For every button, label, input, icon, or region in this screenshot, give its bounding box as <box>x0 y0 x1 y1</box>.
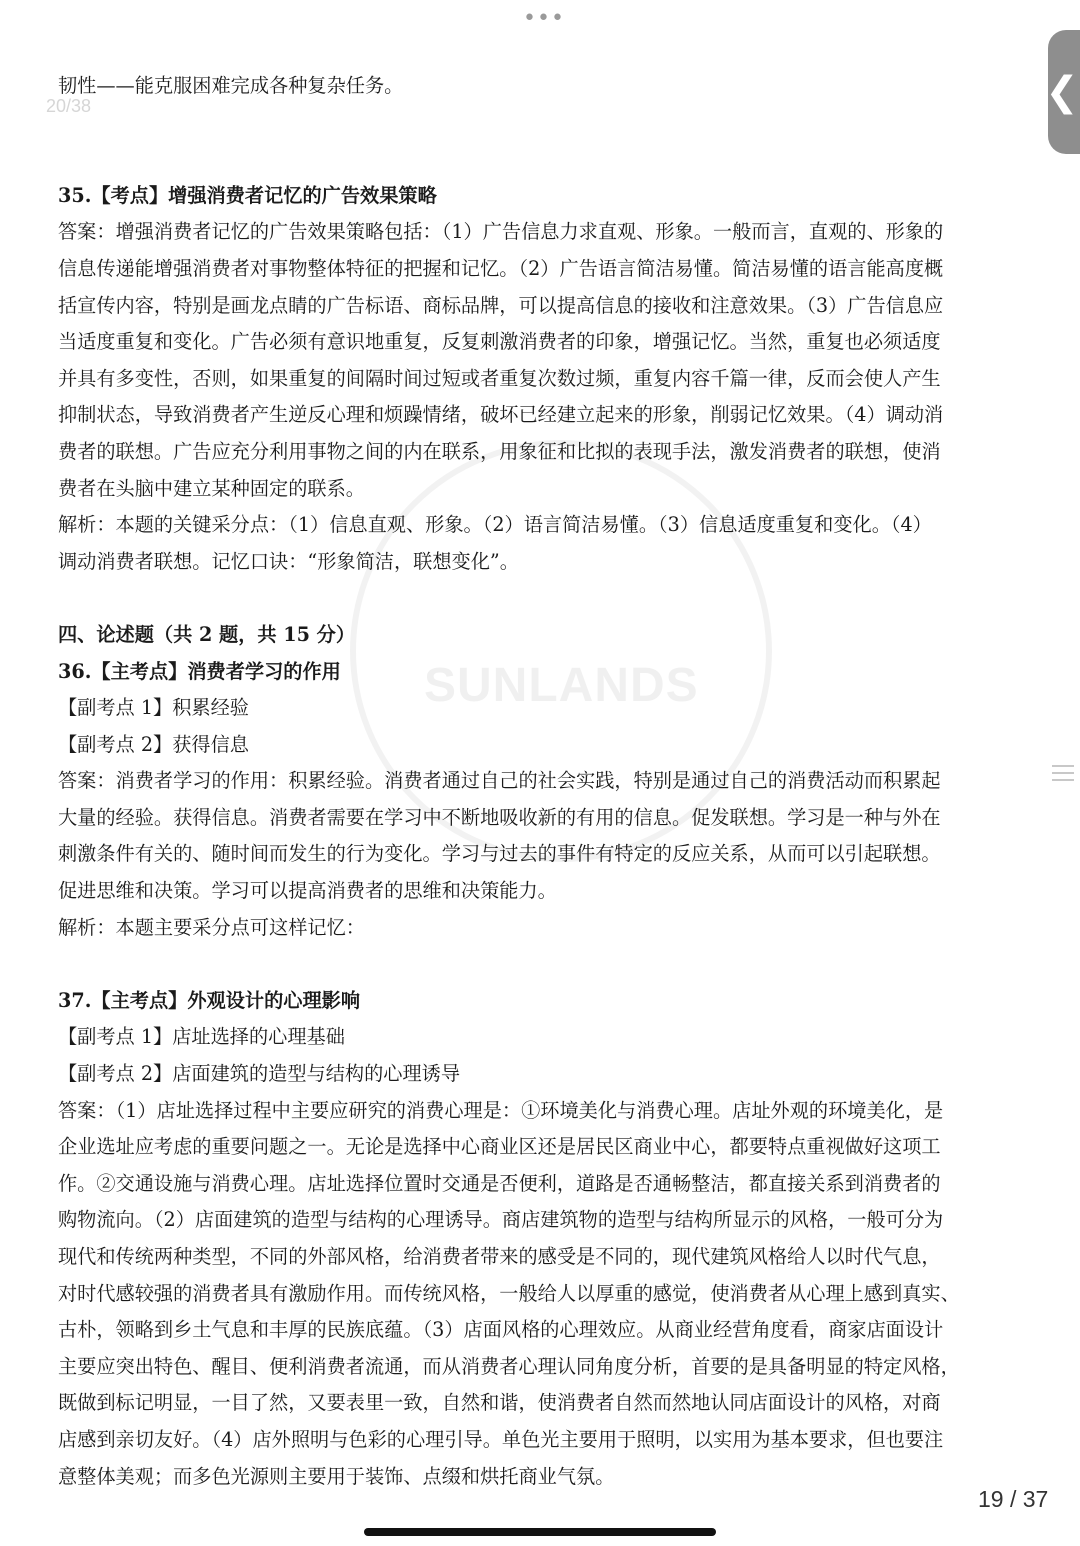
q37-subpoint-2: 【副考点 2】店面建筑的造型与结构的心理诱导 <box>58 1062 461 1086</box>
q37-answer-line: 店感到亲切友好。（4）店外照明与色彩的心理引导。单色光主要用于照明，以实用为基本要求，但也要注 <box>58 1427 944 1451</box>
q37-answer-line: 古朴，领略到乡土气息和丰厚的民族底蕴。（3）店面风格的心理效应。从商业经营角度看，商家店面设计 <box>58 1318 944 1342</box>
q37-answer-line: 既做到标记明显，一目了然，又要表里一致，自然和谐，使消费者自然而然地认同店面设计的风格，对商 <box>58 1391 941 1415</box>
q36-answer-line: 大量的经验。获得信息。消费者需要在学习中不断地吸收新的有用的信息。促发联想。学习是一种与外在 <box>58 805 941 829</box>
q35-analysis-line: 解析：本题的关键采分点：（1）信息直观、形象。（2）语言简洁易懂。（3）信息适度重复和变化。（4） <box>58 513 932 537</box>
q37-answer-line: 答案：（1）店址选择过程中主要应研究的消费心理是：①环境美化与消费心理。店址外观的环境美化，是 <box>58 1098 944 1122</box>
q37-answer-line: 主要应突出特色、醒目、便利消费者流通，而从消费者心理认同角度分析，首要的是具备明显的特定风格， <box>58 1354 960 1378</box>
q35-answer-line: 抑制状态，导致消费者产生逆反心理和烦躁情绪，破坏已经建立起来的形象，削弱记忆效果。（4）调动消 <box>58 403 944 427</box>
q35-answer-line: 费者的联想。广告应充分利用事物之间的内在联系，用象征和比拟的表现手法，激发消费者的联想，使消 <box>58 439 941 463</box>
more-options-icon[interactable]: ••• <box>523 6 565 31</box>
q36-answer-line: 答案：消费者学习的作用：积累经验。消费者通过自己的社会实践，特别是通过自己的消费活动而积累起 <box>58 769 941 793</box>
intro-line: 韧性——能克服困难完成各种复杂任务。 <box>58 74 404 97</box>
q35-analysis-line: 调动消费者联想。记忆口诀：“形象简洁，联想变化”。 <box>58 549 519 573</box>
q37-subpoint-1: 【副考点 1】店址选择的心理基础 <box>58 1025 345 1049</box>
q37-answer-line: 意整体美观；而多色光源则主要用于装饰、点缀和烘托商业气氛。 <box>58 1464 615 1488</box>
q35-answer-line: 括宣传内容，特别是画龙点睛的广告标语、商标品牌，可以提高信息的接收和注意效果。（3）广告信息应 <box>58 293 944 317</box>
q36-answer-line: 刺激条件有关的、随时间而发生的行为变化。学习与过去的事件有特定的反应关系，从而可以引起联想。 <box>58 842 941 866</box>
page-indicator: 19 / 37 <box>978 1486 1049 1512</box>
q35-answer-line: 信息传递能增强消费者对事物整体特征的把握和记忆。（2）广告语言简洁易懂。简洁易懂的语言能高度概 <box>58 256 944 280</box>
q36-analysis: 解析：本题主要采分点可这样记忆： <box>58 915 365 939</box>
q35-title: 35.【考点】增强消费者记忆的广告效果策略 <box>58 183 437 207</box>
chevron-left-icon: ❮ <box>1045 69 1079 115</box>
q37-title: 37.【主考点】外观设计的心理影响 <box>58 988 361 1012</box>
q35-answer-line: 并具有多变性，否则，如果重复的间隔时间过短或者重复次数过频，重复内容千篇一律，反而会使人产生 <box>58 366 941 390</box>
q35-answer-line: 当适度重复和变化。广告必须有意识地重复，反复刺激消费者的印象，增强记忆。当然，重复也必须适度 <box>58 330 941 354</box>
q37-answer-line: 现代和传统两种类型，不同的外部风格，给消费者带来的感受是不同的，现代建筑风格给人以时代气息， <box>58 1245 941 1268</box>
q36-title: 36.【主考点】消费者学习的作用 <box>58 659 341 683</box>
q36-answer-line: 促进思维和决策。学习可以提高消费者的思维和决策能力。 <box>58 879 557 903</box>
watermark-brand: SUNLANDS <box>424 659 699 712</box>
q37-answer-line: 作。②交通设施与消费心理。店址选择位置时交通是否便利，道路是否通畅整洁，都直接关系到消费者的 <box>58 1171 941 1195</box>
q35-answer-line: 费者在头脑中建立某种固定的联系。 <box>58 476 365 500</box>
q36-subpoint-1: 【副考点 1】积累经验 <box>58 696 249 720</box>
faint-page-counter: 20/38 <box>46 96 92 116</box>
q37-answer-line: 购物流向。（2）店面建筑的造型与结构的心理诱导。商店建筑物的造型与结构所显示的风格，一般可分为 <box>58 1208 944 1232</box>
q37-answer-line: 企业选址应考虑的重要问题之一。无论是选择中心商业区还是居民区商业中心，都要特点重视做好这项工 <box>58 1135 941 1159</box>
q37-answer-line: 对时代感较强的消费者具有激励作用。而传统风格，一般给人以厚重的感觉，使消费者从心理上感到真实、 <box>58 1281 960 1305</box>
q35-answer-line: 答案：增强消费者记忆的广告效果策略包括：（1）广告信息力求直观、形象。一般而言，直观的、形象的 <box>58 220 944 244</box>
q36-subpoint-2: 【副考点 2】获得信息 <box>58 732 249 756</box>
home-indicator[interactable] <box>364 1528 716 1536</box>
section-heading: 四、论述题（共 2 题，共 15 分） <box>58 622 356 646</box>
document-content <box>58 68 1058 1495</box>
